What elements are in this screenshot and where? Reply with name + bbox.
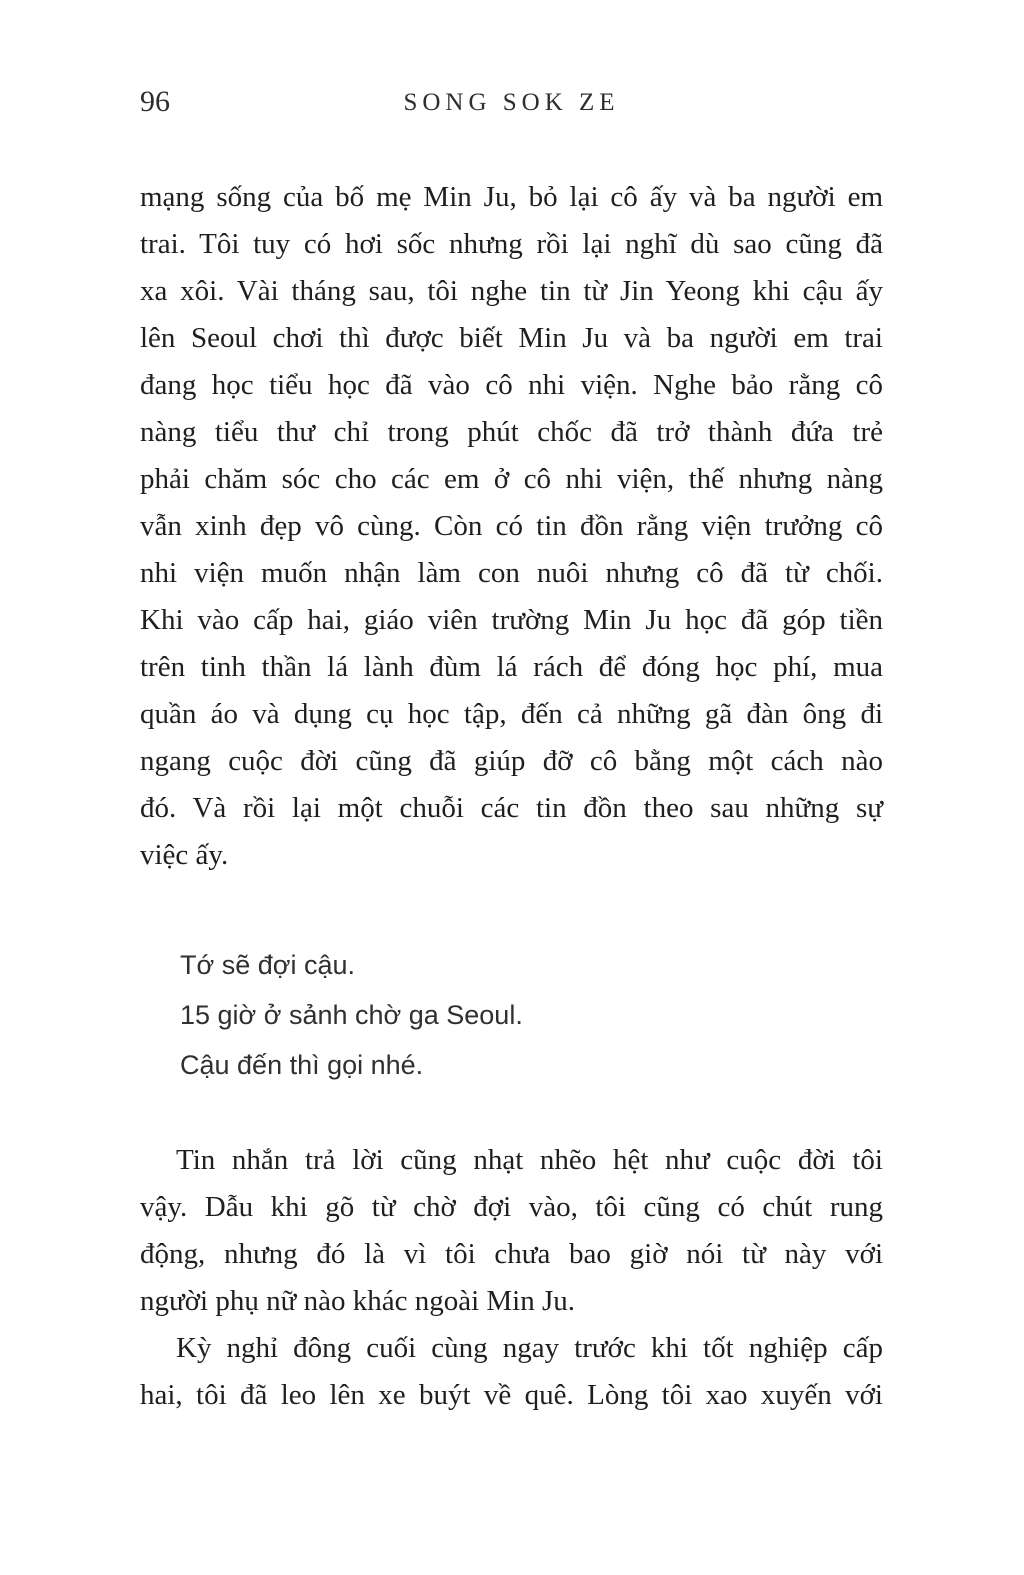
text-line: Kỳ nghỉ đông cuối cùng ngay trước khi tốt nghiệp cấp xyxy=(176,1332,883,1364)
text-line: đó. Và rồi lại một chuỗi các tin đồn theo sau những sự xyxy=(140,792,883,824)
text-line: việc ấy. xyxy=(140,839,229,871)
running-header: SONG SOK ZE xyxy=(403,89,620,116)
text-line: hai, tôi đã leo lên xe buýt về quê. Lòng tôi xao xuyến với xyxy=(140,1379,883,1411)
text-line: vẫn xinh đẹp vô cùng. Còn có tin đồn rằng viện trưởng cô xyxy=(140,510,883,542)
body-paragraph xyxy=(140,1137,883,1325)
text-line: 15 giờ ở sảnh chờ ga Seoul. xyxy=(180,1000,523,1030)
text-line: xa xôi. Vài tháng sau, tôi nghe tin từ Jin Yeong khi cậu ấy xyxy=(140,275,883,307)
text-line: trai. Tôi tuy có hơi sốc nhưng rồi lại nghĩ dù sao cũng đã xyxy=(140,228,883,260)
text-line: Tớ sẽ đợi cậu. xyxy=(180,950,355,980)
text-line: động, nhưng đó là vì tôi chưa bao giờ nói từ này với xyxy=(140,1238,883,1270)
block-quote xyxy=(180,940,883,1090)
text-line: người phụ nữ nào khác ngoài Min Ju. xyxy=(140,1285,575,1317)
text-line: nàng tiểu thư chỉ trong phút chốc đã trở thành đứa trẻ xyxy=(140,416,883,448)
text-line: trên tinh thần lá lành đùm lá rách để đóng học phí, mua xyxy=(140,651,883,683)
body-paragraph xyxy=(140,1325,883,1419)
body-paragraph xyxy=(140,174,883,879)
text-line: vậy. Dẫu khi gõ từ chờ đợi vào, tôi cũng có chút rung xyxy=(140,1191,883,1223)
text-line: đang học tiểu học đã vào cô nhi viện. Nghe bảo rằng cô xyxy=(140,369,883,401)
page-header xyxy=(140,84,883,120)
page-number: 96 xyxy=(140,85,170,118)
text-line: phải chăm sóc cho các em ở cô nhi viện, thế nhưng nàng xyxy=(140,463,883,495)
text-column xyxy=(140,174,883,1419)
text-line: Tin nhắn trả lời cũng nhạt nhẽo hệt như cuộc đời tôi xyxy=(176,1144,883,1176)
text-line: Cậu đến thì gọi nhé. xyxy=(180,1050,424,1080)
text-line: quần áo và dụng cụ học tập, đến cả những gã đàn ông đi xyxy=(140,698,883,730)
text-line: nhi viện muốn nhận làm con nuôi nhưng cô đã từ chối. xyxy=(140,557,883,589)
text-line: mạng sống của bố mẹ Min Ju, bỏ lại cô ấy và ba người em xyxy=(140,181,883,213)
text-line: ngang cuộc đời cũng đã giúp đỡ cô bằng một cách nào xyxy=(140,745,883,777)
text-line: Khi vào cấp hai, giáo viên trường Min Ju học đã góp tiền xyxy=(140,604,883,636)
text-line: lên Seoul chơi thì được biết Min Ju và ba người em trai xyxy=(140,322,883,354)
